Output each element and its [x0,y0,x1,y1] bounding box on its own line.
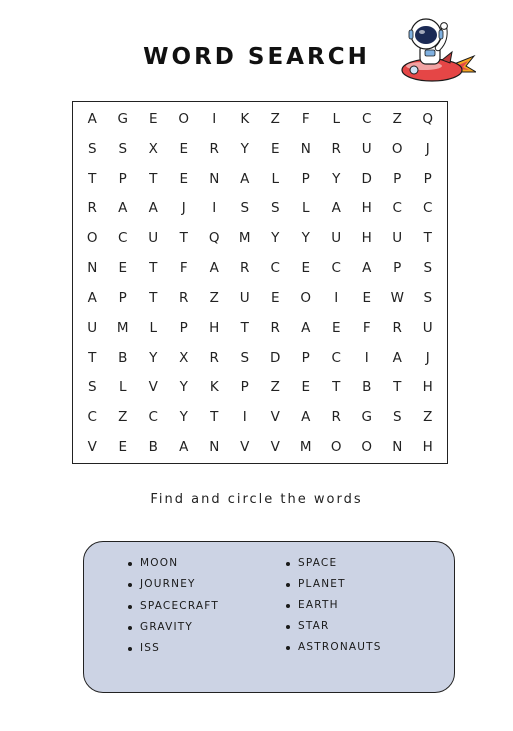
grid-letter-cell: G [361,409,372,426]
grid-letter-cell: Y [301,230,310,247]
bullet-icon [286,604,290,608]
word-label: SPACECRAFT [140,599,219,612]
bullet-icon [286,583,290,587]
grid-letter-cell: R [87,200,97,217]
grid-letter-cell: O [391,140,403,157]
bullet-icon [286,646,290,650]
grid-letter-cell: U [422,319,433,336]
grid-letter-cell: T [88,170,97,187]
grid-letter-cell: A [362,260,372,277]
grid-letter-cell: T [149,170,158,187]
grid-letter-cell: Z [209,289,219,306]
grid-letter-cell: P [118,170,127,187]
word-list-item [128,617,219,638]
grid-letter-cell: Q [208,230,220,247]
grid-letter-cell: P [240,379,249,396]
grid-letter-cell: O [330,439,342,456]
grid-letter-cell: U [392,230,403,247]
grid-letter-cell: B [118,349,128,366]
grid-letter-cell: Y [332,170,341,187]
grid-letter-cell: Z [270,110,280,127]
grid-letter-cell: A [87,110,97,127]
grid-letter-cell: D [361,170,372,187]
grid-letter-cell: J [425,349,430,366]
grid-letter-cell: Z [392,110,402,127]
grid-letter-cell: L [271,170,280,187]
grid-letter-cell: P [301,349,310,366]
grid-letter-cell: R [331,409,341,426]
grid-letter-cell: I [242,409,247,426]
grid-letter-cell: V [270,409,280,426]
bullet-icon [128,562,132,566]
grid-letter-cell: E [118,260,128,277]
grid-letter-cell: H [361,200,372,217]
grid-letter-cell: U [87,319,98,336]
grid-letter-cell: E [331,319,341,336]
grid-letter-cell: X [148,140,158,157]
grid-letter-cell: E [118,439,128,456]
grid-letter-cell: E [270,140,280,157]
grid-letter-cell: Z [423,409,433,426]
grid-letter-cell: S [87,379,97,396]
word-list-box [83,541,455,693]
grid-letter-cell: C [331,260,341,277]
word-label: SPACE [298,557,338,569]
grid-letter-cell: R [179,289,189,306]
word-list-item [128,638,219,659]
grid-letter-cell: A [87,289,97,306]
grid-letter-cell: C [148,409,158,426]
word-list-item [286,553,382,574]
grid-letter-cell: R [392,319,402,336]
grid-letter-cell: J [425,140,430,157]
grid-letter-cell: D [270,349,281,366]
grid-letter-cell: B [362,379,372,396]
grid-letter-cell: U [148,230,159,247]
grid-letter-cell: L [332,110,341,127]
grid-letter-cell: P [301,170,310,187]
word-search-grid-frame [72,101,448,464]
grid-letter-cell: H [422,439,433,456]
word-list-item [128,596,219,617]
bullet-icon [128,626,132,630]
bullet-icon [128,605,132,609]
grid-letter-cell: S [240,200,250,217]
grid-letter-cell: N [209,170,220,187]
grid-letter-cell: I [364,349,369,366]
grid-letter-cell: Y [271,230,280,247]
grid-letter-cell: E [148,110,158,127]
grid-letter-cell: S [87,140,97,157]
grid-letter-cell: A [301,409,311,426]
grid-letter-cell: A [148,200,158,217]
word-list-left-column [128,553,219,659]
bullet-icon [128,647,132,651]
grid-letter-cell: C [270,260,280,277]
grid-letter-cell: H [361,230,372,247]
word-search-grid [77,104,443,462]
grid-letter-cell: R [209,140,219,157]
grid-letter-cell: T [179,230,188,247]
grid-letter-cell: C [423,200,433,217]
grid-letter-cell: O [86,230,98,247]
grid-letter-cell: S [392,409,402,426]
grid-letter-cell: C [118,230,128,247]
grid-letter-cell: T [332,379,341,396]
grid-letter-cell: C [362,110,372,127]
grid-letter-cell: T [149,289,158,306]
word-list-item [128,574,219,595]
grid-letter-cell: Z [270,379,280,396]
grid-letter-cell: I [334,289,339,306]
grid-letter-cell: E [301,379,311,396]
grid-letter-cell: S [423,260,433,277]
grid-letter-cell: T [88,349,97,366]
grid-letter-cell: I [212,200,217,217]
grid-letter-cell: C [392,200,402,217]
grid-letter-cell: L [118,379,127,396]
grid-letter-cell: E [179,140,189,157]
grid-letter-cell: V [148,379,158,396]
grid-letter-cell: T [240,319,249,336]
grid-letter-cell: V [240,439,250,456]
grid-letter-cell: E [362,289,372,306]
grid-letter-cell: L [149,319,158,336]
word-list-item [286,595,382,616]
grid-letter-cell: S [118,140,128,157]
grid-letter-cell: T [149,260,158,277]
grid-letter-cell: F [301,110,310,127]
grid-letter-cell: L [301,200,310,217]
bullet-icon [128,583,132,587]
grid-letter-cell: N [87,260,98,277]
grid-letter-cell: R [331,140,341,157]
grid-letter-cell: V [87,439,97,456]
grid-letter-cell: Y [240,140,249,157]
word-label: STAR [298,620,330,632]
grid-letter-cell: C [331,349,341,366]
grid-letter-cell: M [238,230,251,247]
grid-letter-cell: A [331,200,341,217]
grid-letter-cell: V [270,439,280,456]
grid-letter-cell: U [239,289,250,306]
grid-letter-cell: H [422,379,433,396]
grid-letter-cell: U [331,230,342,247]
grid-letter-cell: Y [149,349,158,366]
word-list-item [286,637,382,658]
grid-letter-cell: E [301,260,311,277]
grid-letter-cell: P [423,170,432,187]
grid-letter-cell: F [362,319,371,336]
grid-letter-cell: N [209,439,220,456]
grid-letter-cell: M [299,439,312,456]
grid-letter-cell: S [240,349,250,366]
grid-letter-cell: R [270,319,280,336]
grid-letter-cell: K [240,110,250,127]
grid-letter-cell: G [117,110,128,127]
word-label: JOURNEY [140,578,196,591]
grid-letter-cell: M [116,319,129,336]
grid-letter-cell: R [240,260,250,277]
grid-letter-cell: T [423,230,432,247]
grid-letter-cell: O [361,439,373,456]
grid-letter-cell: A [301,319,311,336]
grid-letter-cell: B [148,439,158,456]
word-list-right-column [286,553,382,658]
word-label: ASTRONAUTS [298,641,382,653]
grid-letter-cell: T [393,379,402,396]
grid-letter-cell: Y [179,379,188,396]
word-list-item [128,553,219,574]
grid-letter-cell: A [392,349,402,366]
grid-letter-cell: S [423,289,433,306]
grid-letter-cell: C [87,409,97,426]
bullet-icon [286,625,290,629]
page-title: WORD SEARCH [143,44,370,70]
grid-letter-cell: Z [118,409,128,426]
grid-letter-cell: O [300,289,312,306]
word-label: PLANET [298,578,346,590]
grid-letter-cell: F [179,260,188,277]
grid-letter-cell: P [393,170,402,187]
grid-letter-cell: P [179,319,188,336]
grid-letter-cell: E [270,289,280,306]
grid-letter-cell: X [179,349,189,366]
word-label: GRAVITY [140,620,194,633]
grid-letter-cell: A [209,260,219,277]
word-label: ISS [140,642,161,655]
grid-letter-cell: I [212,110,217,127]
grid-letter-cell: E [179,170,189,187]
grid-letter-cell: S [270,200,280,217]
grid-letter-cell: R [209,349,219,366]
grid-letter-cell: A [179,439,189,456]
grid-letter-cell: N [392,439,403,456]
grid-letter-cell: Y [179,409,188,426]
grid-letter-cell: W [390,289,404,306]
word-label: EARTH [298,599,339,611]
grid-letter-cell: K [209,379,219,396]
word-list-item [286,616,382,637]
bullet-icon [286,562,290,566]
grid-letter-cell: A [240,170,250,187]
grid-letter-cell: O [178,110,190,127]
astronaut-riding-rocket-icon [392,14,476,88]
instruction-text: Find and circle the words [150,492,363,507]
grid-letter-cell: U [361,140,372,157]
word-list-item [286,574,382,595]
grid-letter-cell: H [209,319,220,336]
word-label: MOON [140,557,179,569]
grid-letter-cell: A [118,200,128,217]
grid-letter-cell: J [181,200,186,217]
grid-letter-cell: N [300,140,311,157]
grid-letter-cell: Q [422,110,434,127]
grid-letter-cell: T [210,409,219,426]
grid-letter-cell: P [393,260,402,277]
grid-letter-cell: P [118,289,127,306]
